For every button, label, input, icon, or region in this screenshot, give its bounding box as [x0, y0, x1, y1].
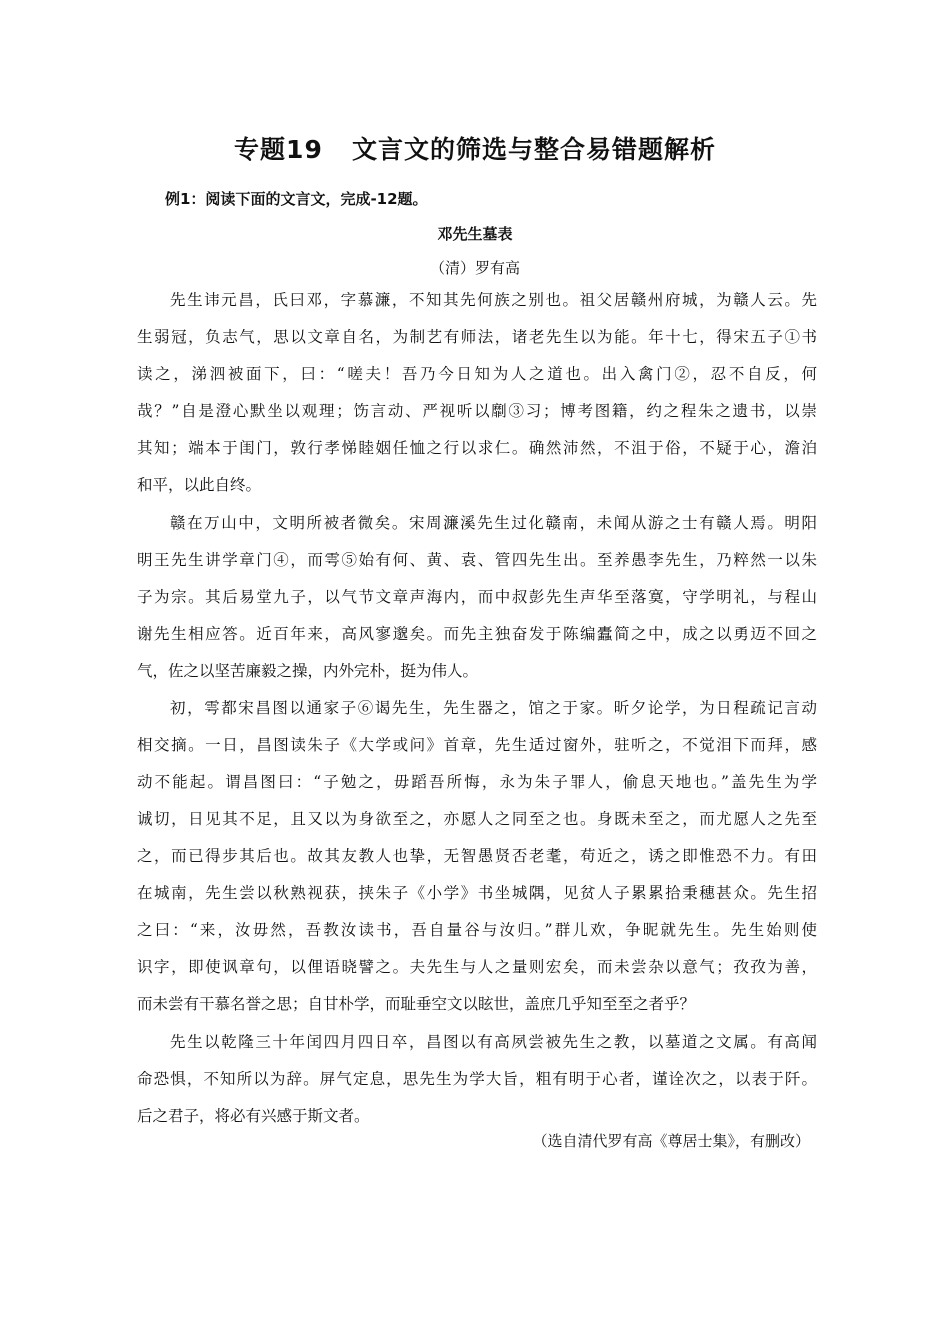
- text-line: 诚切，日见其不足，且又以为身欲至之，亦愿人之同至之也。身既未至之，而尤愿人之先至: [137, 810, 817, 828]
- text-line: 赣在万山中，文明所被者微矣。宋周濂溪先生过化赣南，未闻从游之士有赣人焉。明阳: [170, 514, 817, 532]
- text-line: 动不能起。谓昌图曰：“子勉之，毋蹈吾所悔，永为朱子罪人，偷息天地也。”盖先生为学: [137, 773, 817, 791]
- text-line: 在城南，先生尝以秋熟视获，挟朱子《小学》书坐城隅，见贫人子累累拾秉穗甚众。先生招: [137, 884, 817, 902]
- example-prompt: 例1：阅读下面的文言文，完成-12题。: [165, 190, 428, 208]
- text-line: 明王先生讲学章门④，而雩⑤始有何、黄、袁、管四先生出。至养愚李先生，乃粹然一以朱: [137, 551, 817, 569]
- source-citation: （选自清代罗有高《尊居士集》，有删改）: [532, 1132, 810, 1150]
- text-line: 初，雩都宋昌图以通家子⑥谒先生，先生器之，馆之于家。昕夕论学，为日程疏记言动: [170, 699, 817, 717]
- text-line: 子为宗。其后易堂九子，以气节文章声海内，而中叔彭先生声华至落寞，守学明礼，与程山: [137, 588, 817, 606]
- text-line: 谢先生相应答。近百年来，高风寥邈矣。而先主独奋发于陈编蠹简之中，成之以勇迈不回之: [137, 625, 817, 643]
- text-line: 后之君子，将必有兴感于斯文者。: [137, 1107, 370, 1125]
- text-line: 先生讳元昌，氏曰邓，字慕濂，不知其先何族之别也。祖父居赣州府城，为赣人云。先: [170, 291, 817, 309]
- text-line: 识字，即使讽章句，以俚语晓譬之。夫先生与人之量则宏矣，而未尝杂以意气；孜孜为善，: [137, 958, 817, 976]
- text-line: 命恐惧，不知所以为辞。屏气定息，思先生为学大旨，粗有明于心者，谨诠次之，以表于阡。: [137, 1070, 817, 1088]
- page-title: 专题19 文言文的筛选与整合易错题解析: [234, 135, 716, 164]
- text-line: 之，而已得步其后也。故其友教人也挚，无智愚贤否老耄，苟近之，诱之即惟恐不力。有田: [137, 847, 817, 865]
- essay-title: 邓先生墓表: [437, 225, 513, 243]
- text-line: 哉？”自是澄心默坐以观理；饬言动、严视听以劘③习；博考图籍，约之程朱之遗书，以崇: [137, 402, 817, 420]
- text-line: 而未尝有干慕名誉之思；自甘朴学，而耻垂空文以眩世，盖庶几乎知至至之者乎？: [137, 995, 696, 1013]
- text-line: 先生以乾隆三十年闰四月四日卒，昌图以有高夙尝被先生之教，以墓道之文属。有高闻: [170, 1033, 817, 1051]
- text-line: 生弱冠，负志气，思以文章自名，为制艺有师法，诸老先生以为能。年十七，得宋五子①书: [137, 328, 817, 346]
- text-line: 气，佐之以坚苦廉毅之操，内外完朴，挺为伟人。: [137, 662, 479, 680]
- essay-author: （清）罗有高: [429, 259, 520, 277]
- text-line: 读之，涕泗被面下，曰：“嗟夫！吾乃今日知为人之道也。出入禽门②，忍不自反，何: [137, 365, 817, 383]
- text-line: 其知；端本于闺门，敦行孝悌睦姻任恤之行以求仁。确然沛然，不沮于俗，不疑于心，澹泊: [137, 439, 817, 457]
- text-line: 之曰：“来，汝毋然，吾教汝读书，吾自量谷与汝归。”群儿欢，争昵就先生。先生始则使: [137, 921, 817, 939]
- text-line: 相交摘。一日，昌图读朱子《大学或问》首章，先生适过窗外，驻听之，不觉泪下而拜，感: [137, 736, 817, 754]
- text-line: 和平，以此自终。: [137, 476, 262, 494]
